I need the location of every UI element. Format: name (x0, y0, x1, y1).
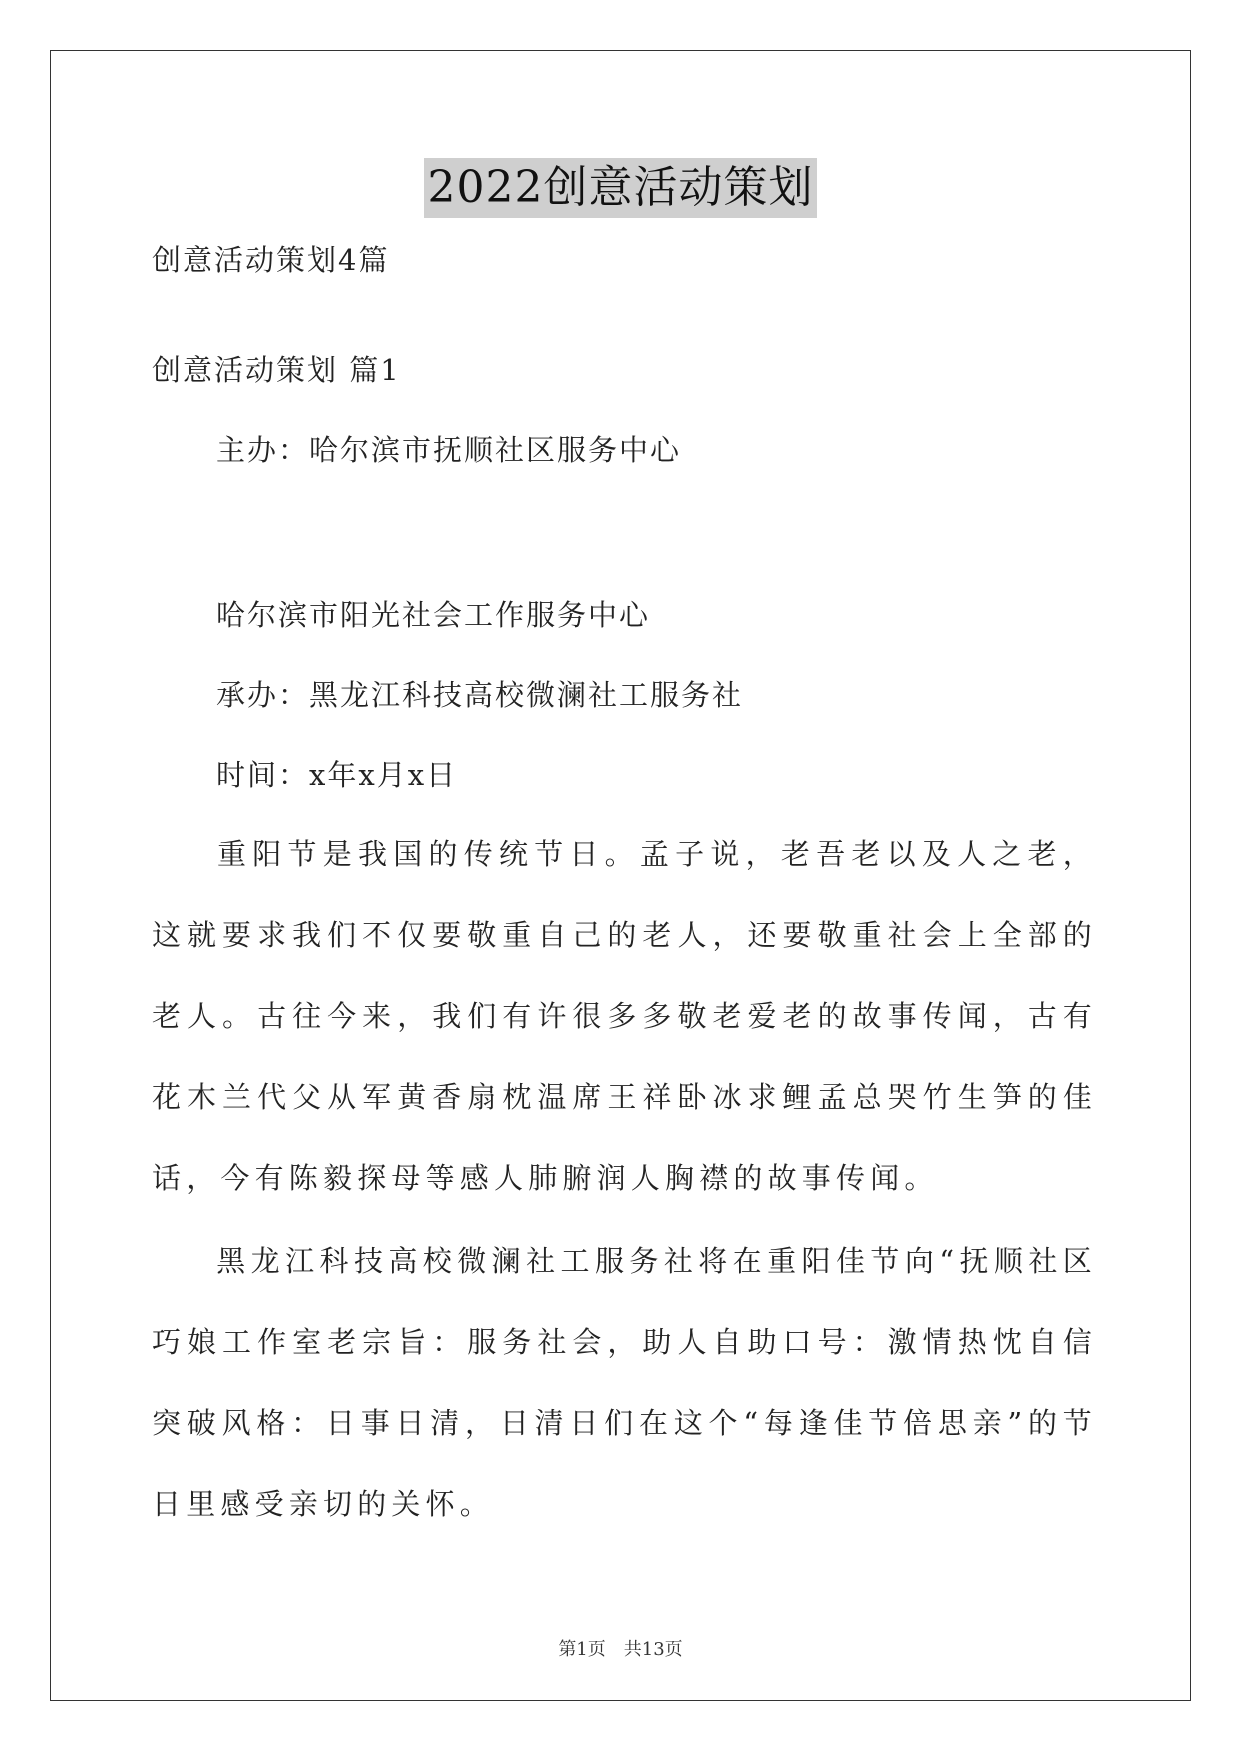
body-paragraph-1 (152, 814, 1097, 1219)
page-footer (0, 1638, 1241, 1662)
co-host-line: 哈尔滨市阳光社会工作服务中心 (216, 598, 651, 632)
section-heading: 创意活动策划 篇1 (152, 353, 401, 387)
host-line: 主办：哈尔滨市抚顺社区服务中心 (216, 433, 682, 467)
paragraph-text: 黑龙江科技高校微澜社工服务社将在重阳佳节向“抚顺社区巧娘工作室老宗旨：服务社会，助人自助口号：激情热忱自信突破风格：日事日清，日清日们在这个“每逢佳节倍思亲”的节日里感受亲切的关怀。 (152, 1244, 1097, 1521)
page-total: 共13页 (623, 1639, 683, 1660)
body-paragraph-2 (152, 1221, 1097, 1545)
title-container (0, 158, 1241, 218)
organizer-line: 承办：黑龙江科技高校微澜社工服务社 (216, 678, 744, 712)
document-title: 2022创意活动策划 (424, 158, 818, 218)
document-subtitle: 创意活动策划4篇 (152, 243, 390, 277)
paragraph-text: 重阳节是我国的传统节日。孟子说，老吾老以及人之老，这就要求我们不仅要敬重自己的老人，还要敬重社会上全部的老人。古往今来，我们有许很多多敬老爱老的故事传闻，古有花木兰代父从军黄香扇枕温席王祥卧冰求鲤孟总哭竹生笋的佳话，今有陈毅探母等感人肺腑润人胸襟的故事传闻。 (152, 837, 1097, 1195)
page-number: 第1页 (558, 1639, 606, 1660)
time-line: 时间：x年x月x日 (216, 758, 458, 792)
